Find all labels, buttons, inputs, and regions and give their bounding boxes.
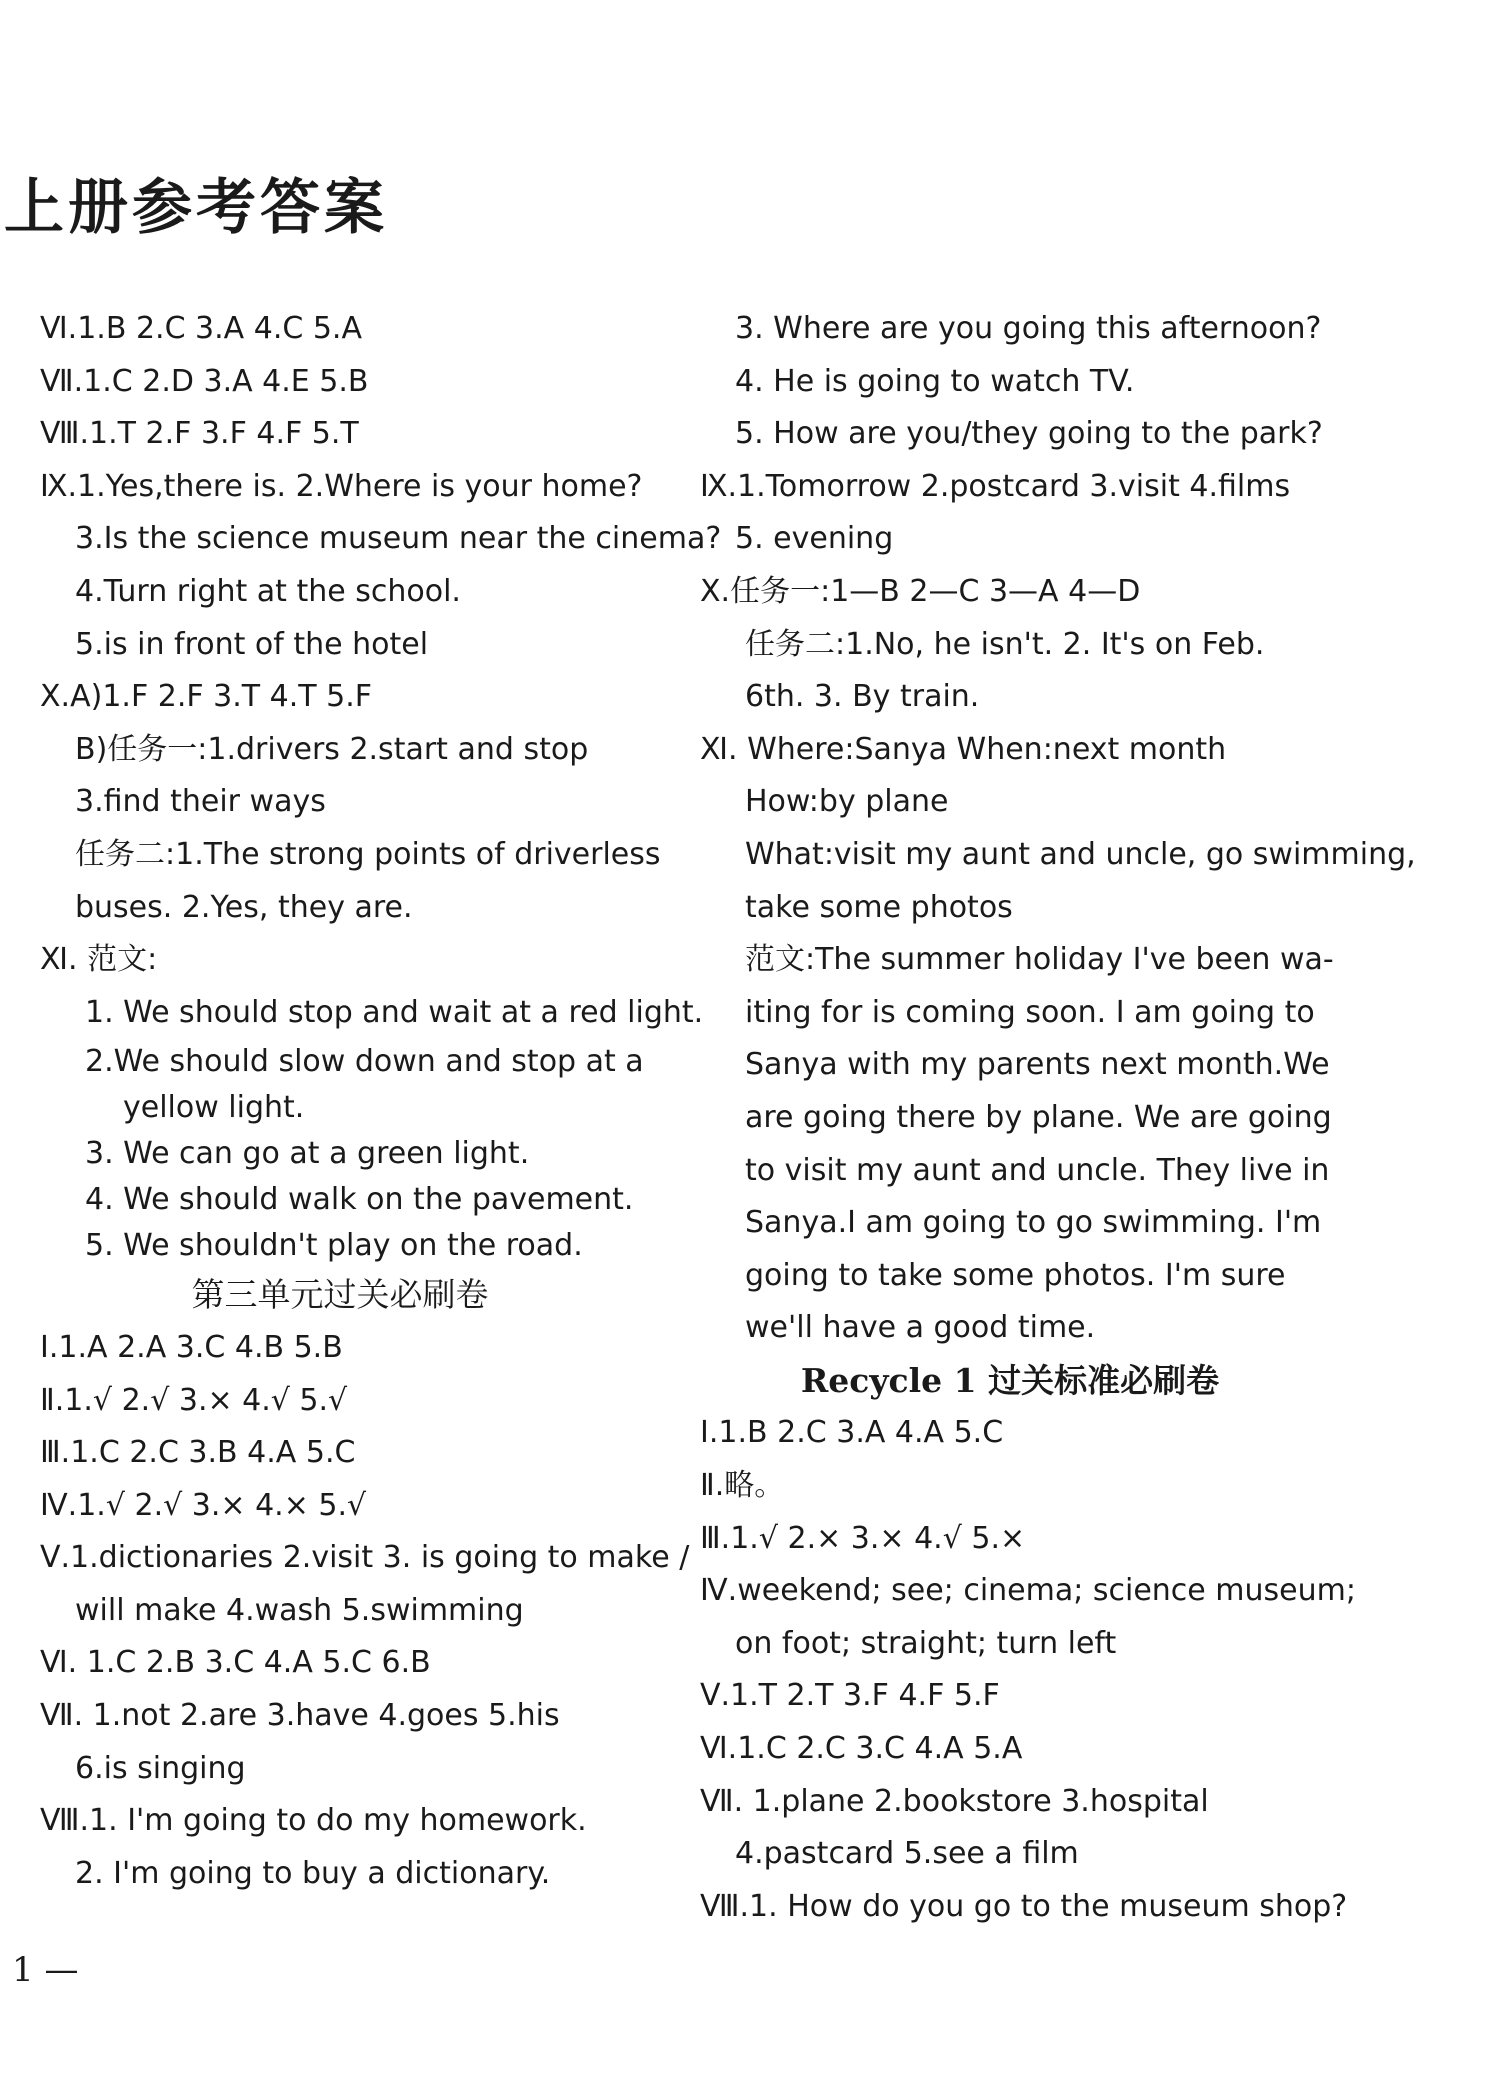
answer-line: 5.is in front of the hotel <box>75 626 429 662</box>
answer-line: Ⅲ.1.√ 2.× 3.× 4.√ 5.× <box>700 1520 1026 1556</box>
answer-line: Ⅶ. 1.plane 2.bookstore 3.hospital <box>700 1783 1209 1819</box>
answer-line: 4. He is going to watch TV. <box>735 363 1135 399</box>
answer-line: iting for is coming soon. I am going to <box>745 994 1315 1030</box>
answer-line: to visit my aunt and uncle. They live in <box>745 1152 1330 1188</box>
answer-line: Sanya.I am going to go swimming. I'm <box>745 1205 1322 1241</box>
answer-line: Ⅴ.1.dictionaries 2.visit 3. is going to make / <box>40 1540 690 1576</box>
answer-line: Ⅺ. 范文: <box>40 942 158 978</box>
answer-line: 4.pastcard 5.see a film <box>735 1836 1079 1872</box>
answer-line: Ⅵ.1.B 2.C 3.A 4.C 5.A <box>40 311 362 346</box>
answer-line: 范文:The summer holiday I've been wa- <box>745 942 1334 978</box>
page-title: 上册参考答案 <box>4 173 388 243</box>
answers-left-column <box>40 303 722 1900</box>
answer-line: 5. How are you/they going to the park? <box>735 416 1323 452</box>
answer-line: 3.find their ways <box>75 784 326 820</box>
answer-line: Ⅺ. Where:Sanya When:next month <box>700 731 1227 767</box>
answer-line: Ⅱ.略。 <box>700 1468 785 1504</box>
answer-line: Ⅷ.1. I'm going to do my homework. <box>40 1803 587 1839</box>
answer-line: 4.Turn right at the school. <box>75 573 461 609</box>
answer-line: Ⅶ. 1.not 2.are 3.have 4.goes 5.his <box>40 1698 560 1734</box>
answer-line: Ⅸ.1.Tomorrow 2.postcard 3.visit 4.films <box>700 468 1291 504</box>
answer-line: yellow light. <box>123 1090 305 1126</box>
answer-line: are going there by plane. We are going <box>745 1099 1332 1135</box>
answer-line: Ⅴ.1.T 2.T 3.F 4.F 5.F <box>700 1678 1000 1714</box>
answer-line: Ⅶ.1.C 2.D 3.A 4.E 5.B <box>40 363 369 399</box>
answer-line: 任务二:1.The strong points of driverless <box>75 836 661 872</box>
answer-line: Ⅱ.1.√ 2.√ 3.× 4.√ 5.√ <box>40 1382 348 1418</box>
section-heading: 第三单元过关必刷卷 <box>191 1275 489 1315</box>
answer-line: Ⅷ.1.T 2.F 3.F 4.F 5.T <box>40 416 359 452</box>
answer-line: 1. We should stop and wait at a red light. <box>85 994 704 1030</box>
answer-line: Ⅹ.A)1.F 2.F 3.T 4.T 5.F <box>40 679 372 715</box>
answer-line: What:visit my aunt and uncle, go swimming, <box>745 836 1416 872</box>
answer-line: Ⅰ.1.B 2.C 3.A 4.A 5.C <box>700 1415 1004 1451</box>
answer-line: 4. We should walk on the pavement. <box>85 1182 634 1218</box>
answer-line: How:by plane <box>745 784 949 820</box>
answer-line: on foot; straight; turn left <box>735 1625 1117 1661</box>
answer-line: going to take some photos. I'm sure <box>745 1257 1286 1293</box>
answer-line: 3.Is the science museum near the cinema? <box>75 521 722 557</box>
answer-line: Ⅹ.任务一:1—B 2—C 3—A 4—D <box>700 573 1141 609</box>
page-number: 1 — <box>12 1950 79 1990</box>
answer-line: Ⅰ.1.A 2.A 3.C 4.B 5.B <box>40 1329 343 1365</box>
answer-line: Ⅳ.weekend; see; cinema; science museum; <box>700 1573 1356 1609</box>
answer-line: 6th. 3. By train. <box>745 679 980 715</box>
answer-line: 2. I'm going to buy a dictionary. <box>75 1855 551 1891</box>
answer-line: we'll have a good time. <box>745 1310 1096 1346</box>
answer-line: take some photos <box>745 889 1013 925</box>
answer-line: Ⅵ. 1.C 2.B 3.C 4.A 5.C 6.B <box>40 1645 431 1681</box>
answer-line: 5. We shouldn't play on the road. <box>85 1228 583 1264</box>
answers-right-column <box>700 303 1416 1933</box>
answer-line: Sanya with my parents next month.We <box>745 1047 1330 1083</box>
answer-line: 5. evening <box>735 521 894 557</box>
answer-line: 2.We should slow down and stop at a <box>85 1044 644 1080</box>
answer-line: 3. Where are you going this afternoon? <box>735 311 1322 346</box>
answer-line: 任务二:1.No, he isn't. 2. It's on Feb. <box>745 626 1265 662</box>
answer-line: Ⅷ.1. How do you go to the museum shop? <box>700 1888 1348 1924</box>
answer-line: B)任务一:1.drivers 2.start and stop <box>75 731 589 767</box>
answer-line: Ⅸ.1.Yes,there is. 2.Where is your home? <box>40 468 643 504</box>
answer-line: Ⅵ.1.C 2.C 3.C 4.A 5.A <box>700 1731 1023 1767</box>
section-heading: Recycle 1 过关标准必刷卷 <box>800 1360 1220 1400</box>
answer-line: 6.is singing <box>75 1750 246 1786</box>
answer-line: Ⅳ.1.√ 2.√ 3.× 4.× 5.√ <box>40 1487 367 1523</box>
answer-line: buses. 2.Yes, they are. <box>75 889 413 925</box>
answer-line: 3. We can go at a green light. <box>85 1136 530 1172</box>
answer-line: Ⅲ.1.C 2.C 3.B 4.A 5.C <box>40 1435 356 1471</box>
answer-line: will make 4.wash 5.swimming <box>75 1592 524 1628</box>
